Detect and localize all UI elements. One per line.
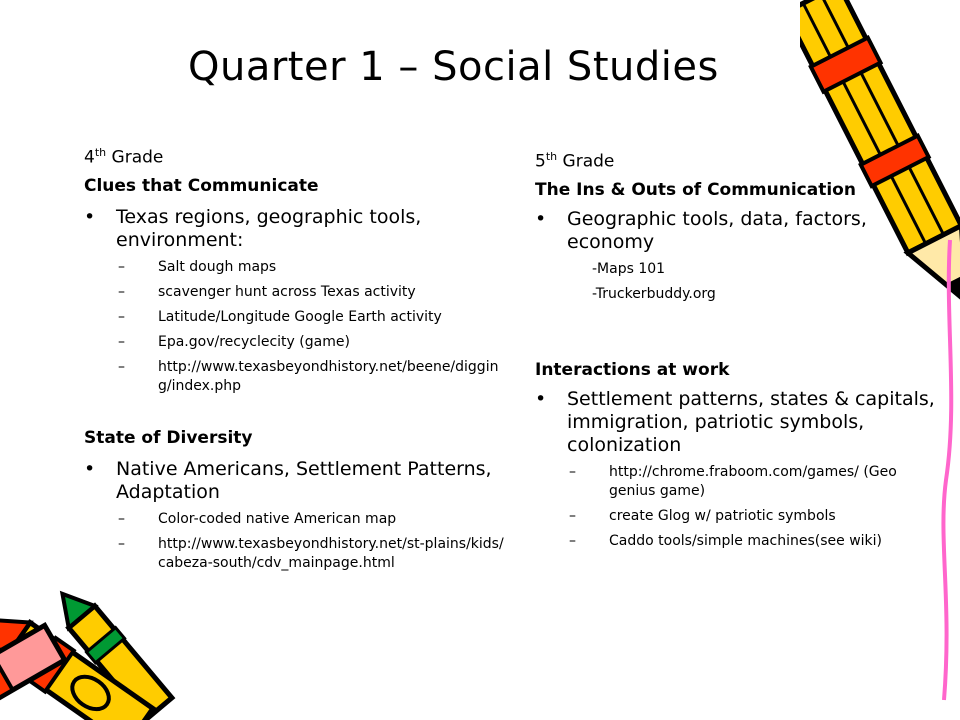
- pencil-clipart-icon: [800, 0, 960, 720]
- list-item: – scavenger hunt across Texas activity: [118, 283, 416, 300]
- left-grade-word: Grade: [106, 147, 164, 168]
- left-section1-heading: Clues that Communicate: [84, 175, 319, 196]
- list-item: – Epa.gov/recyclecity (game): [118, 333, 350, 350]
- list-item: – create Glog w/ patriotic symbols: [569, 507, 836, 524]
- left-section2-heading: State of Diversity: [84, 427, 253, 448]
- left-section2-list: [84, 510, 504, 573]
- list-item: – http://chrome.fraboom.com/games/ (Geo genius game): [569, 463, 897, 499]
- list-item: -Maps 101: [592, 260, 666, 277]
- right-section1-heading: The Ins & Outs of Communication: [535, 179, 856, 200]
- left-grade-label: [84, 146, 504, 168]
- left-section1-bullet: • Texas regions, geographic tools, environment:: [84, 206, 504, 252]
- slide-title: Quarter 1 – Social Studies: [188, 44, 719, 90]
- right-grade-suffix: th: [545, 150, 558, 163]
- right-grade-word: Grade: [557, 151, 615, 172]
- left-section1-list: [84, 258, 504, 396]
- list-item: – http://www.texasbeyondhistory.net/beene/digging/index.php: [118, 358, 499, 394]
- left-section2-bullet: • Native Americans, Settlement Patterns, Adaptation: [84, 458, 504, 504]
- crayons-clipart-icon: [0, 580, 200, 720]
- left-grade-suffix: th: [94, 146, 107, 159]
- right-section2-heading: Interactions at work: [535, 359, 730, 380]
- list-item: – http://www.texasbeyondhistory.net/st-plains/kids/cabeza-south/cdv_mainpage.html: [118, 535, 504, 571]
- list-item: – Caddo tools/simple machines(see wiki): [569, 532, 883, 549]
- right-section1-bullet: • Geographic tools, data, factors, economy: [535, 208, 945, 254]
- list-item: – Salt dough maps: [118, 258, 277, 275]
- list-item: – Latitude/Longitude Google Earth activity: [118, 308, 442, 325]
- right-section2-bullet: • Settlement patterns, states & capitals, immigration, patriotic symbols, colonization: [535, 388, 945, 457]
- left-grade-number: 4: [84, 147, 95, 168]
- list-item: – Color-coded native American map: [118, 510, 397, 527]
- list-item: -Truckerbuddy.org: [592, 285, 716, 302]
- left-column: [84, 146, 504, 573]
- right-grade-number: 5: [535, 151, 546, 172]
